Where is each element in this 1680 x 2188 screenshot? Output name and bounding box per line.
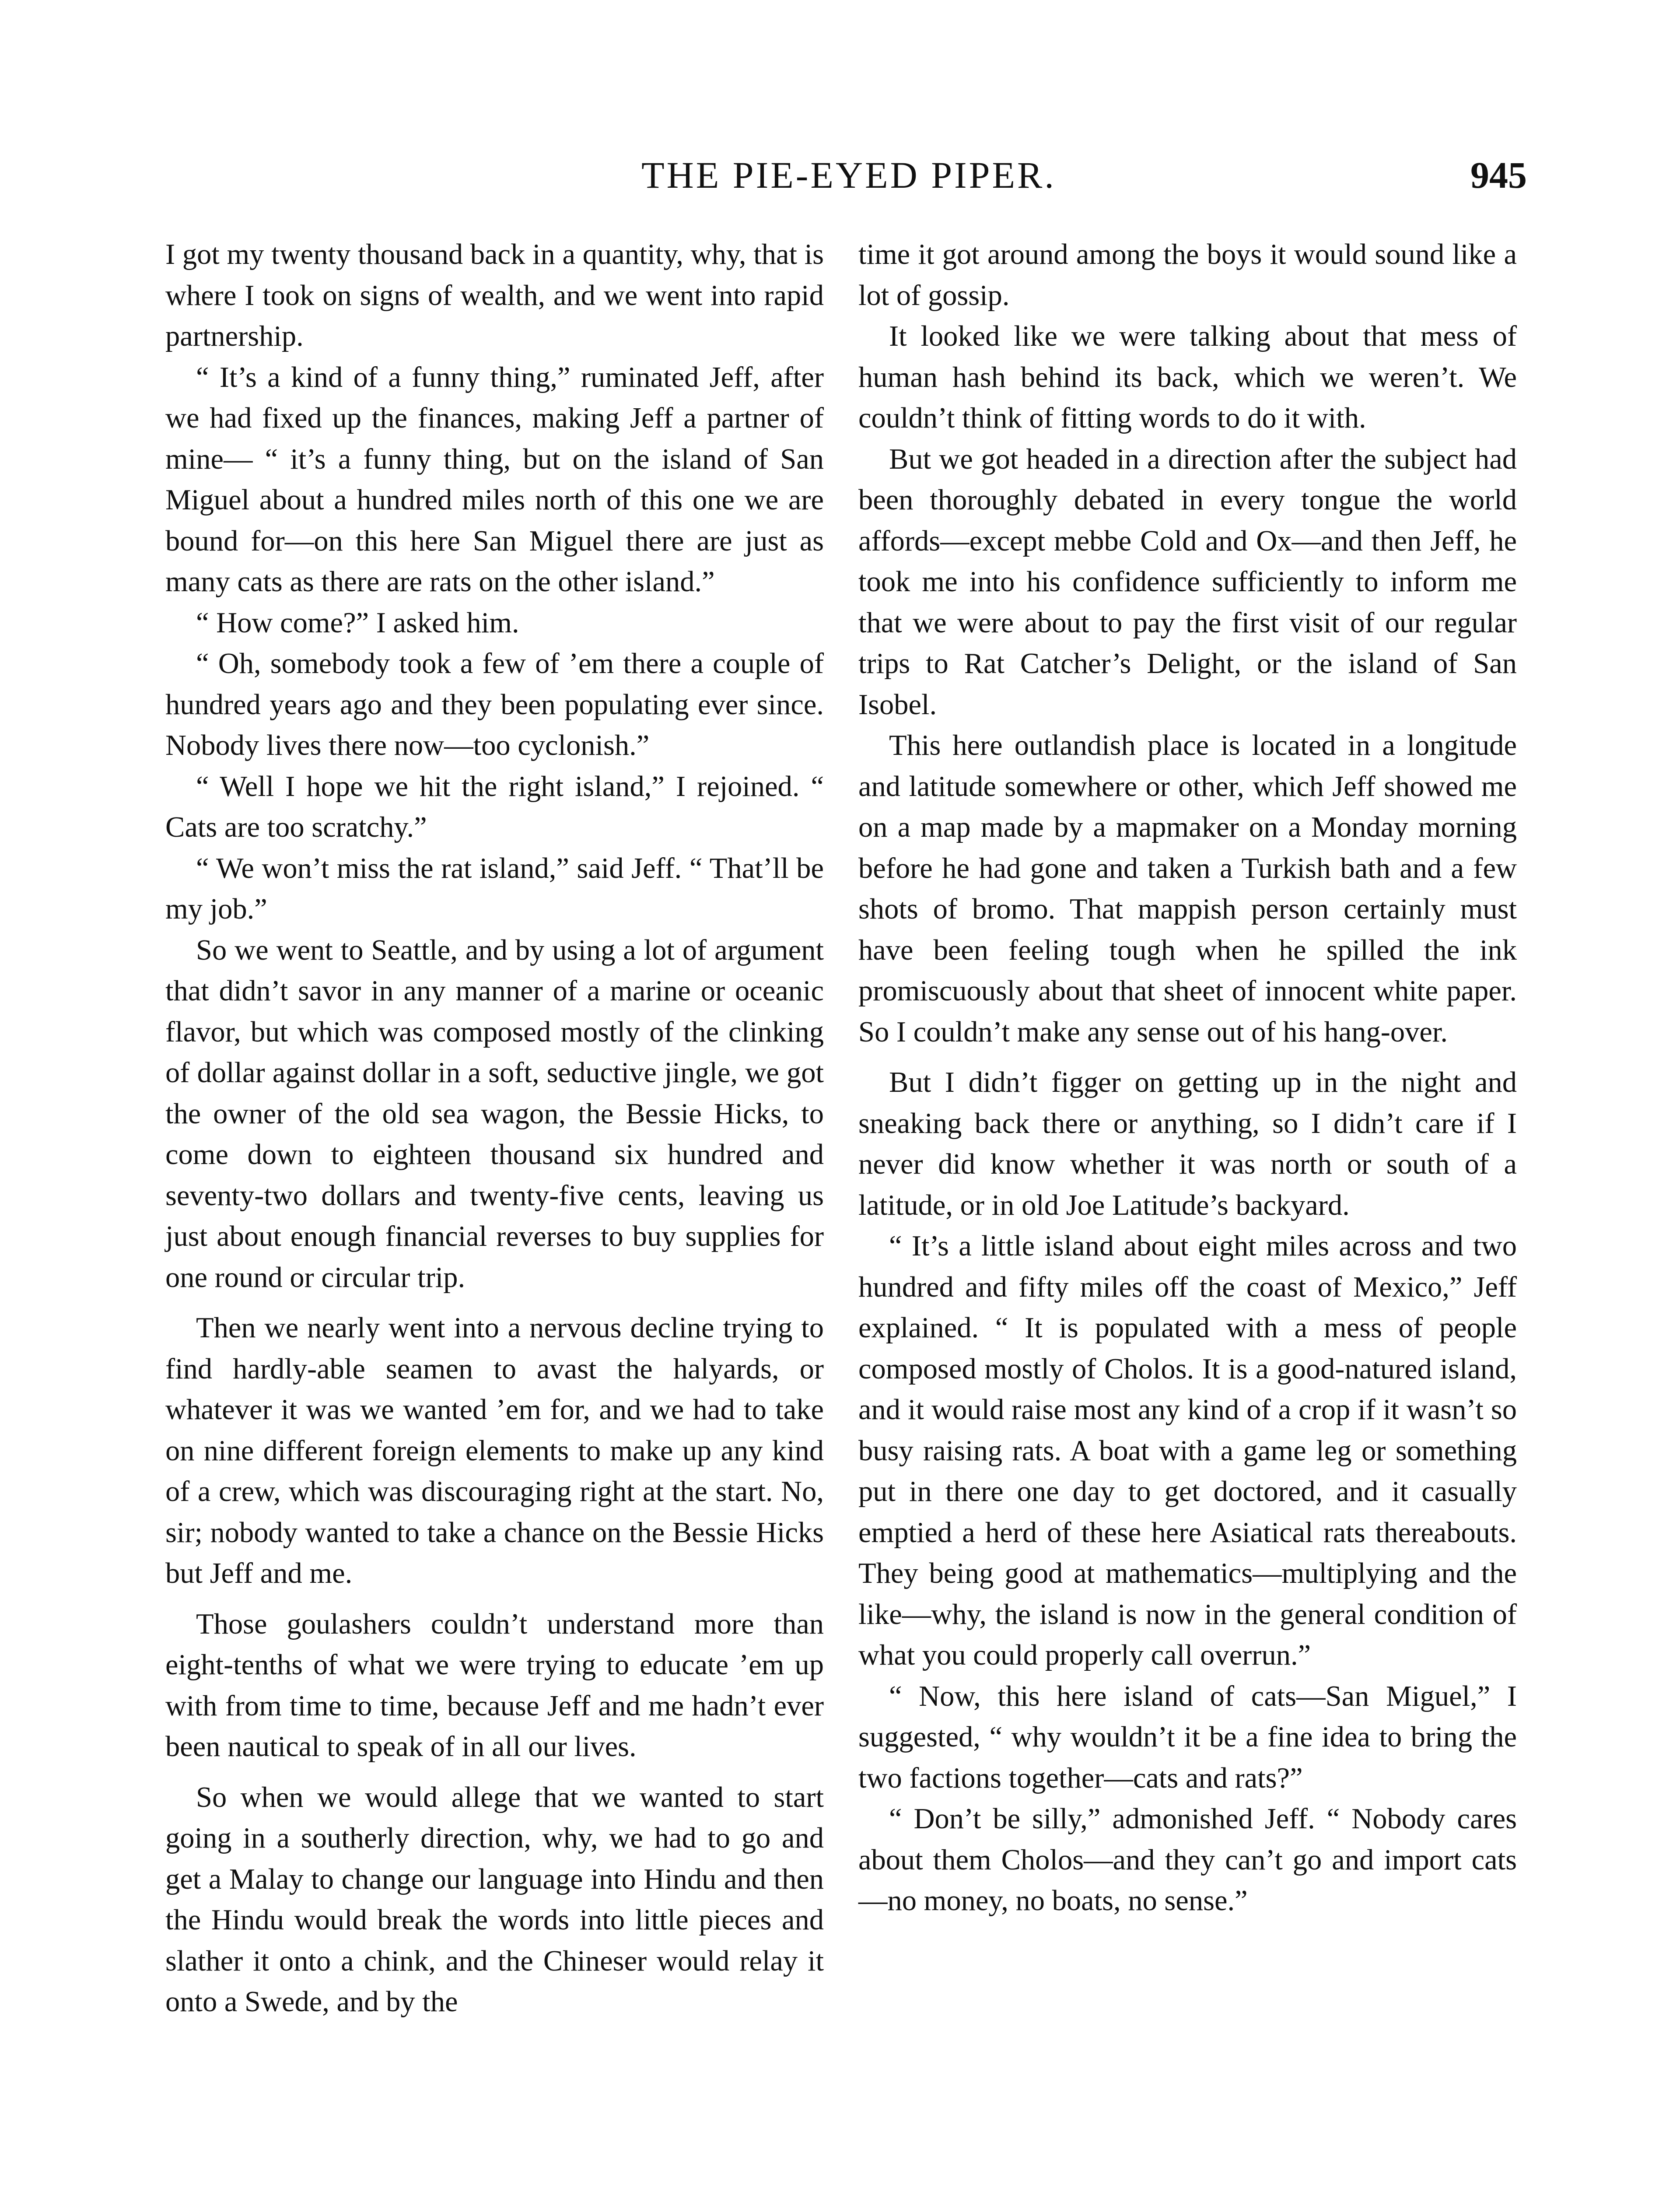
paragraph: “ It’s a kind of a funny thing,” ruminated Jeff, after we had fixed up the finances, making Jeff a partner of mine— “ it’s a funny thing, but on the island of San Miguel about a hundred miles north of this one we are bound for—on this here San Miguel there are just as many cats as there are rats on the other island.” — [165, 361, 824, 598]
paragraph: It looked like we were talking about that mess of human hash behind its back, which we weren’t. We couldn’t think of fitting words to do it with. — [858, 320, 1517, 434]
running-title: THE PIE-EYED PIPER. — [641, 154, 1056, 196]
paragraph: So when we would allege that we wanted to start going in a southerly direction, why, we had to go and get a Malay to change our language into Hindu and then the Hindu would break the words into little pieces and slather it onto a chink, and the Chineser would relay it onto a Swede, and by the — [165, 1781, 824, 2018]
paragraph: “ How come?” I asked him. — [196, 607, 519, 639]
paragraph: “ Don’t be silly,” admonished Jeff. “ Nobody cares about them Cholos—and they can’t go and import cats—no money, no boats, no sense.” — [858, 1803, 1517, 1917]
paragraph: “ We won’t miss the rat island,” said Jeff. “ That’ll be my job.” — [165, 852, 824, 925]
paragraph: “ It’s a little island about eight miles across and two hundred and fifty miles off the coast of Mexico,” Jeff explained. “ It is populated with a mess of people composed mostly of Cholos. It is a good-natured island, and it would raise most any kind of a crop if it wasn’t so busy raising rats. A boat with a game leg or something put in there one day to get doctored, and it casually emptied a herd of these here Asiatical rats thereabouts. They being good at mathematics—multiplying and the like—why, the island is now in the general condition of what you could properly call overrun.” — [858, 1230, 1517, 1671]
paragraph: “ Oh, somebody took a few of ’em there a couple of hundred years ago and they been populating ever since. Nobody lives there now—too cyclonish.” — [165, 648, 824, 761]
paragraph: “ Well I hope we hit the right island,” I rejoined. “ Cats are too scratchy.” — [165, 770, 824, 843]
paragraph: “ Now, this here island of cats—San Miguel,” I suggested, “ why wouldn’t it be a fine idea to bring the two factions together—cats and rats?” — [858, 1680, 1517, 1794]
page-header — [171, 151, 1527, 217]
paragraph: Those goulashers couldn’t understand more than eight-tenths of what we were trying to educate ’em up with from time to time, because Jeff and me hadn’t ever been nautical to speak of in all our lives. — [165, 1608, 824, 1763]
paragraph: This here outlandish place is located in a longitude and latitude somewhere or other, which Jeff showed me on a map made by a mapmaker on a Monday morning before he had gone and taken a Turkish bath and a few shots of bromo. That mappish person certainly must have been feeling tough when he spilled the ink promiscuously about that sheet of innocent white paper. So I couldn’t make any sense out of his hang-over. — [858, 729, 1517, 1048]
paragraph: So we went to Seattle, and by using a lot of argument that didn’t savor in any manner of a marine or oceanic flavor, but which was composed mostly of the clinking of dollar against dollar in a soft, seductive jingle, we got the owner of the old sea wagon, the Bessie Hicks, to come down to eighteen thousand six hundred and seventy-two dollars and twenty-five cents, leaving us just about enough financial reverses to buy supplies for one round or circular trip. — [165, 934, 824, 1294]
right-column — [858, 234, 1517, 1922]
paragraph: Then we nearly went into a nervous decline trying to find hardly-able seamen to avast the halyards, or whatever it was we wanted ’em for, and we had to take on nine different foreign elements to make up any kind of a crew, which was discouraging right at the start. No, sir; nobody wanted to take a chance on the Bessie Hicks but Jeff and me. — [165, 1312, 824, 1589]
paragraph: But I didn’t figger on getting up in the night and sneaking back there or anything, so I didn’t care if I never did know whether it was north or south of a latitude, or in old Joe Latitude’s backyard. — [858, 1066, 1517, 1221]
left-column — [165, 234, 824, 2023]
paragraph: But we got headed in a direction after the subject had been thoroughly debated in every tongue the world affords—except mebbe Cold and Ox—and then Jeff, he took me into his confidence sufficiently to inform me that we were about to pay the first visit of our regular trips to Rat Catcher’s Delight, or the island of San Isobel. — [858, 443, 1517, 721]
paragraph: I got my twenty thousand back in a quantity, why, that is where I took on signs of wealth, and we went into rapid partnership. — [165, 238, 824, 352]
page-number: 945 — [1470, 154, 1527, 196]
paragraph: time it got around among the boys it would sound like a lot of gossip. — [858, 238, 1517, 312]
